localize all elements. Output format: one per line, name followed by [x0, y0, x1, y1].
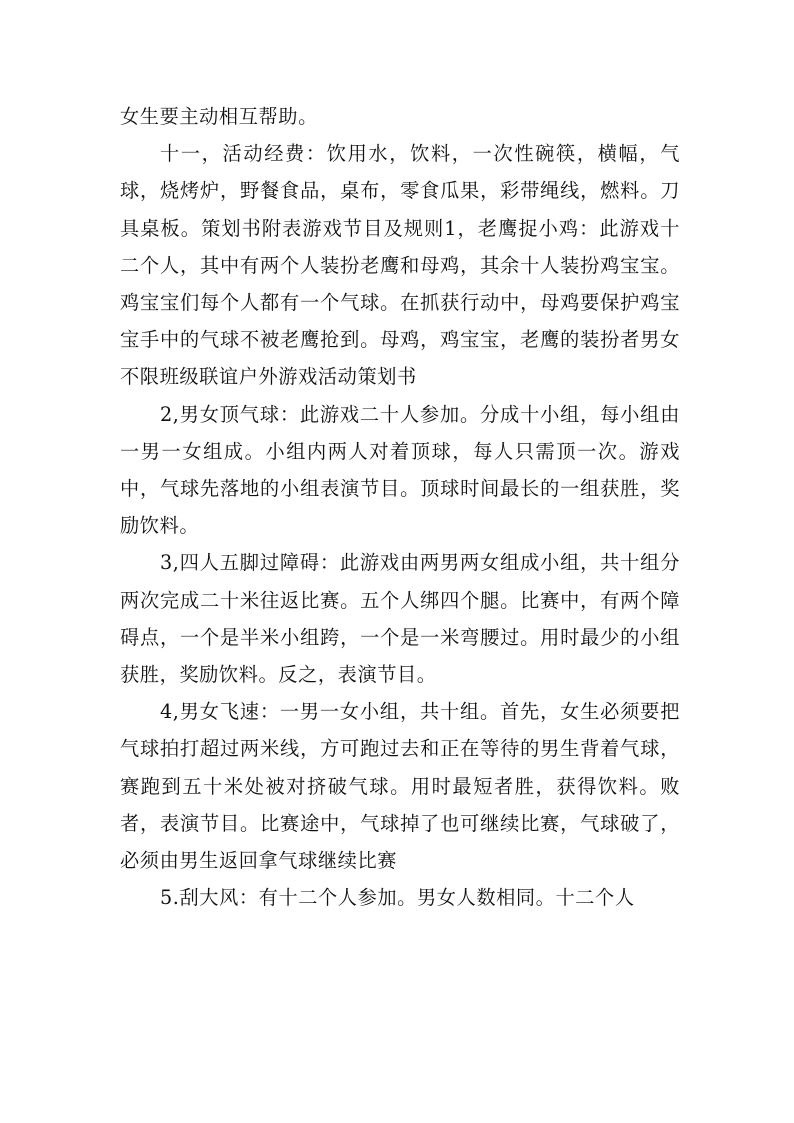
paragraph-game-3: 3,四人五脚过障碍：此游戏由两男两女组成小组，共十组分两次完成二十米往返比赛。五个人绑四个腿。比赛中，有两个障碍点，一个是半米小组跨，一个是一米弯腰过。用时最少的小组获胜，奖励饮料。反之，表演节目。: [120, 551, 680, 687]
paragraph-game-2: 2,男女顶气球：此游戏二十人参加。分成十小组，每小组由一男一女组成。小组内两人对着顶球，每人只需顶一次。游戏中，气球先落地的小组表演节目。顶球时间最长的一组获胜，奖励饮料。: [120, 402, 680, 538]
paragraph-game-4: 4,男女飞速：一男一女小组，共十组。首先，女生必须要把气球拍打超过两米线，方可跑过去和正在等待的男生背着气球，赛跑到五十米处被对挤破气球。用时最短者胜，获得饮料。败者，表演节目。比赛途中，气球掉了也可继续比赛，气球破了，必须由男生返回拿气球继续比赛: [120, 700, 680, 873]
document-body: [120, 98, 680, 916]
paragraph-game-5: 5.刮大风：有十二个人参加。男女人数相同。十二个人: [160, 886, 635, 910]
paragraph-continuation: 女生要主动相互帮助。: [120, 105, 318, 128]
paragraph-activity-expenses: 十一，活动经费：饮用水，饮料，一次性碗筷，横幅，气球，烧烤炉，野餐食品，桌布，零食瓜果，彩带绳线，燃料。刀具桌板。策划书附表游戏节目及规则1，老鹰捉小鸡：此游戏十二个人，其中有两个人装扮老鹰和母鸡，其余十人装扮鸡宝宝。鸡宝宝们每个人都有一个气球。在抓获行动中，母鸡要保护鸡宝宝手中的气球不被老鹰抢到。母鸡，鸡宝宝，老鹰的装扮者男女不限班级联谊户外游戏活动策划书: [120, 142, 680, 389]
